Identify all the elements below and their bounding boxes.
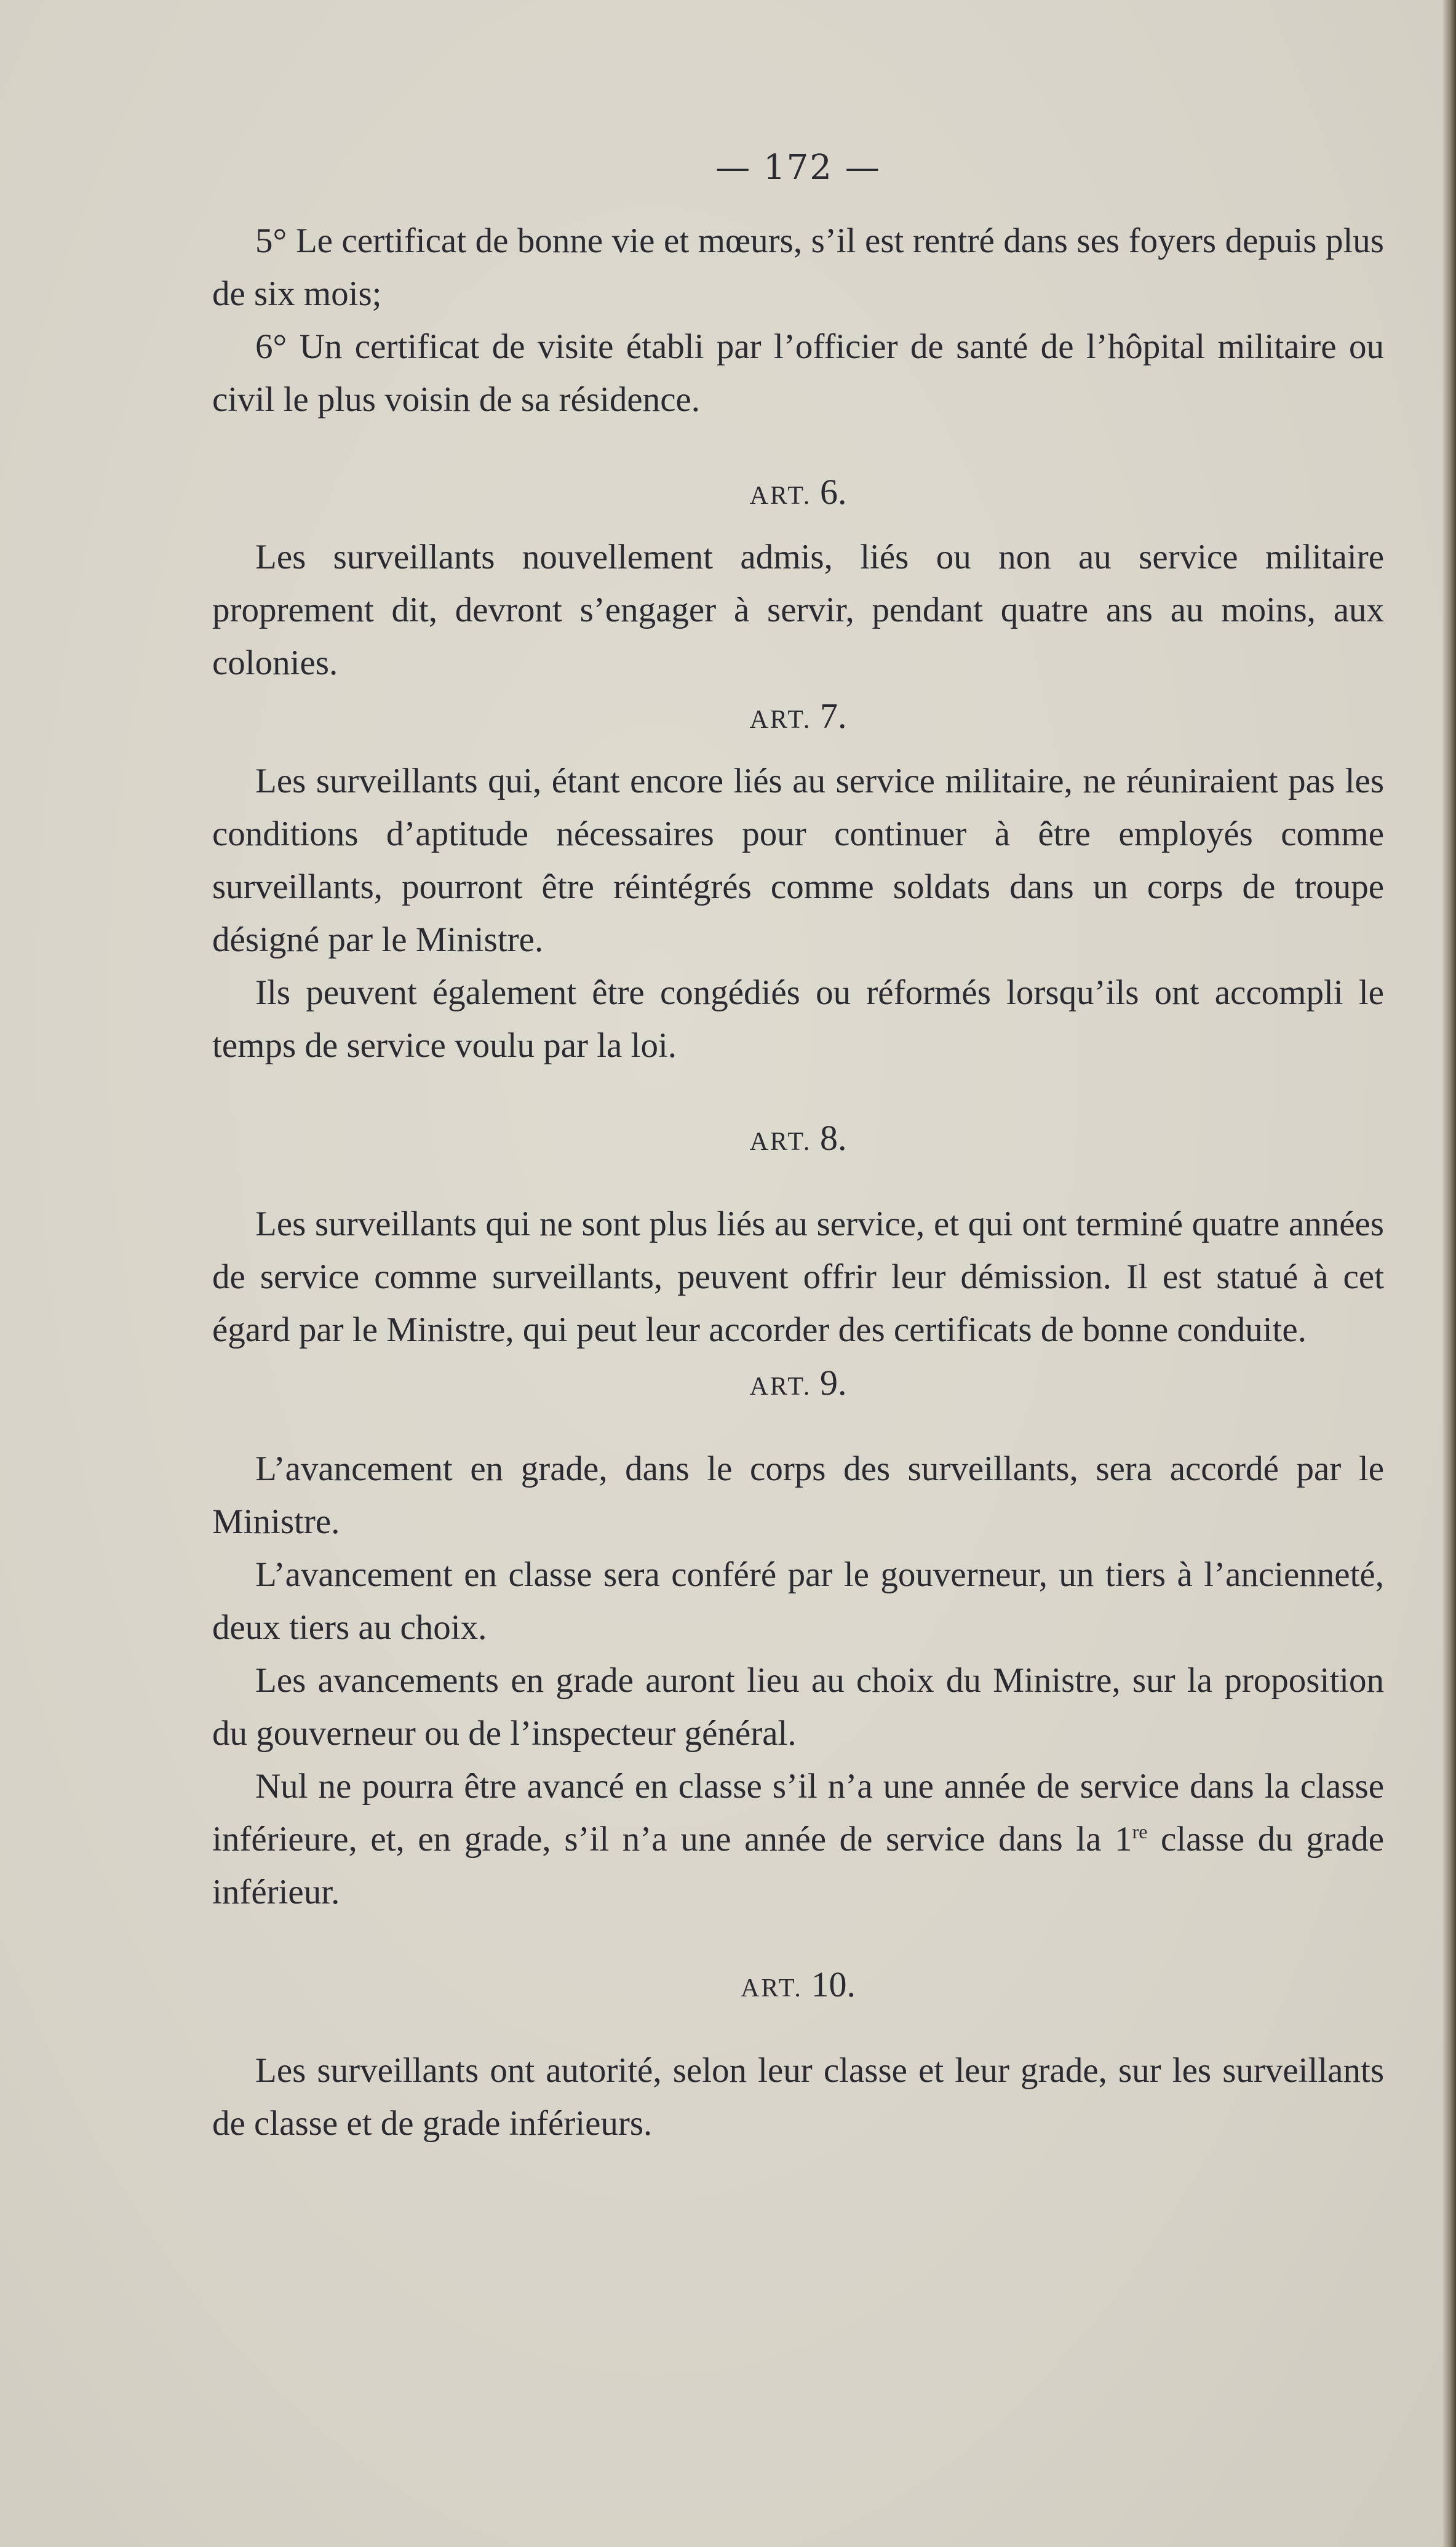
article-10-text: Les surveillants ont autorité, selon leur classe et leur grade, sur les surveillants de classe et de grade inférieurs. [212,2051,1384,2143]
article-6-heading [212,466,1384,522]
article-7-paragraph-2: Ils peuvent également être congédiés ou réformés lorsqu’ils ont accompli le temps de service voulu par la loi. [212,973,1384,1065]
document-body [212,148,1384,2150]
paragraph-item-6: 6° Un certificat de visite établi par l’officier de santé de l’hôpital militaire ou civil le plus voisin de sa résidence. [212,327,1384,419]
article-number: 10. [811,1964,856,2004]
article-9-paragraph-2: L’avancement en classe sera conféré par le gouverneur, un tiers à l’ancienneté, deux tiers au choix. [212,1555,1384,1647]
article-10-heading [212,1958,1384,2015]
ordinal-superscript: re [1132,1820,1148,1843]
article-label: ART. [749,1373,812,1401]
article-8-text: Les surveillants qui ne sont plus liés au service, et qui ont terminé quatre années de service comme surveillants, peuvent offrir leur démission. Il est statué à cet égard par le Ministre, qui peut leur accorder des certificats de bonne conduite. [212,1205,1384,1349]
article-label: ART. [749,482,812,510]
article-label: ART. [741,1974,803,2003]
article-6-text: Les surveillants nouvellement admis, liés ou non au service militaire proprement dit, devront s’engager à servir, pendant quatre ans au moins, aux colonies. [212,538,1384,682]
article-9-paragraph-4 [212,1760,1384,1919]
page-binding-edge [1442,0,1456,2547]
article-9-paragraph-4-end: classe du grade inférieur. [212,1820,1384,1911]
article-number: 6. [819,472,847,512]
article-label: ART. [749,1128,812,1156]
article-9-heading [212,1357,1384,1413]
paragraph-item-5: 5° Le certificat de bonne vie et mœurs, s’il est rentré dans ses foyers depuis plus de six mois; [212,221,1384,313]
article-9-paragraph-1: L’avancement en grade, dans le corps des surveillants, sera accordé par le Ministre. [212,1449,1384,1541]
article-number: 8. [819,1118,847,1158]
article-number: 9. [819,1363,847,1403]
article-7-paragraph-1: Les surveillants qui, étant encore liés au service militaire, ne réuniraient pas les conditions d’aptitude nécessaires pour continuer à être employés comme surveillants, pourront être réintégrés comme soldats dans un corps de troupe désigné par le Ministre. [212,762,1384,959]
article-number: 7. [819,696,847,736]
article-9-paragraph-4-text: Nul ne pourra être avancé en classe s’il n’a une année de service dans la classe inférieure, et, en grade, s’il n’a une année de service dans la 1 [212,1767,1384,1859]
page-number: — 172 — [715,148,881,188]
article-8-heading [212,1112,1384,1168]
article-9-paragraph-3: Les avancements en grade auront lieu au choix du Ministre, sur la proposition du gouverneur ou de l’inspecteur général. [212,1661,1384,1753]
article-7-heading [212,690,1384,746]
article-label: ART. [749,706,812,734]
